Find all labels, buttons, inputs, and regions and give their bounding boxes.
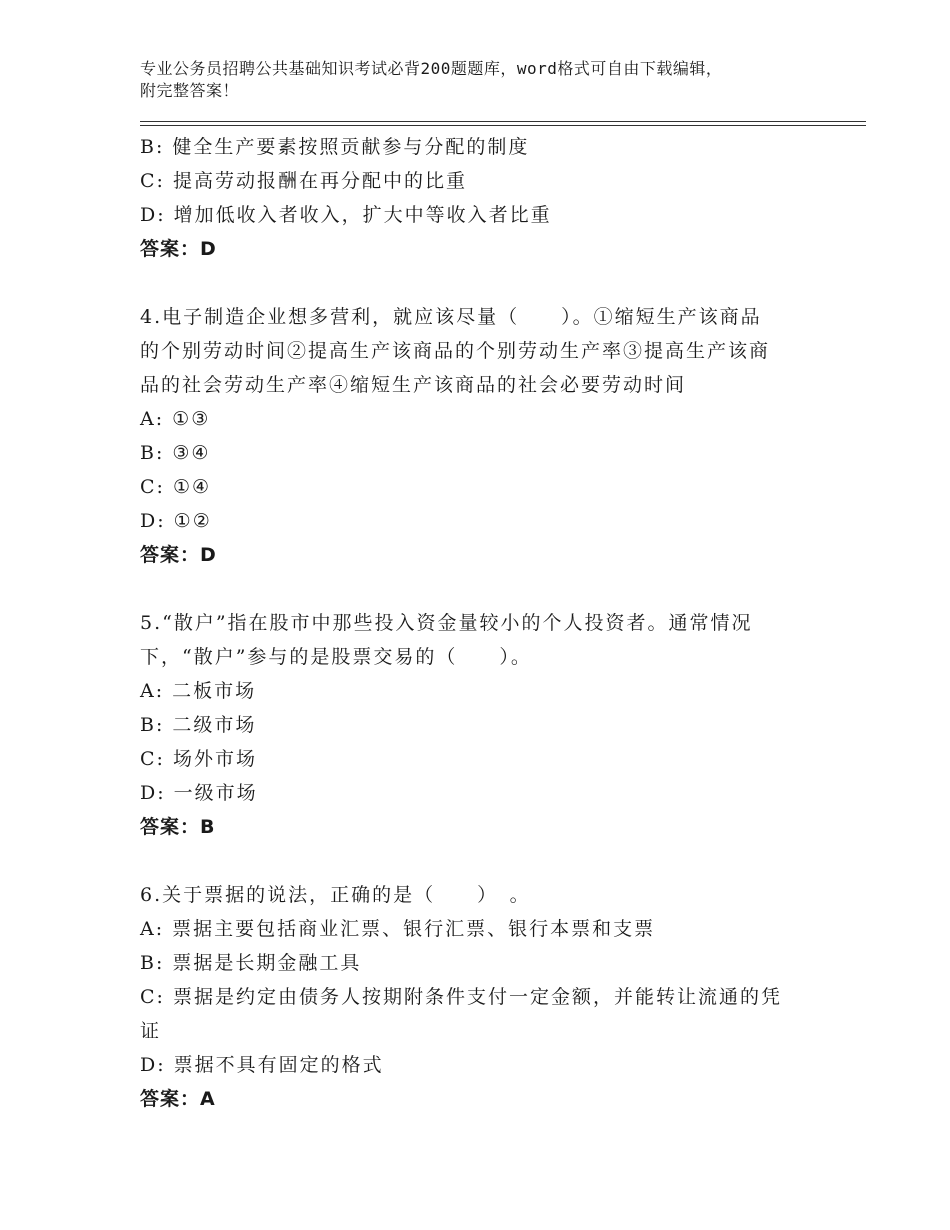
q4-stem-line-1: 4.电子制造企业想多营利，就应该尽量（ ）。①缩短生产该商品 <box>140 306 762 328</box>
question-5 <box>140 606 810 844</box>
q4-option-c: C: ①④ <box>140 476 212 498</box>
q6-option-c-line-2: 证 <box>140 1020 162 1042</box>
q3-answer: 答案：D <box>140 238 217 260</box>
question-6 <box>140 878 810 1116</box>
q3-option-c: C: 提高劳动报酬在再分配中的比重 <box>140 170 467 192</box>
q5-stem-line-2: 下，“散户”参与的是股票交易的（ ）。 <box>140 646 532 668</box>
q5-option-d: D: 一级市场 <box>140 782 258 804</box>
q4-stem-line-3: 品的社会劳动生产率④缩短生产该商品的社会必要劳动时间 <box>140 374 687 396</box>
q5-answer: 答案：B <box>140 816 216 838</box>
spacer <box>140 844 810 878</box>
question-4 <box>140 300 810 572</box>
q4-option-d: D: ①② <box>140 510 212 532</box>
header-line-1: 专业公务员招聘公共基础知识考试必背200题题库，word格式可自由下载编辑， <box>140 59 723 78</box>
question-content <box>140 130 810 1116</box>
q5-stem-line-1: 5.“散户”指在股市中那些投入资金量较小的个人投资者。通常情况 <box>140 612 753 634</box>
q5-option-a: A: 二板市场 <box>140 680 257 702</box>
q4-answer: 答案：D <box>140 544 217 566</box>
header-divider <box>140 121 866 126</box>
q4-option-b: B: ③④ <box>140 442 211 464</box>
q6-answer: 答案：A <box>140 1088 216 1110</box>
q6-option-a: A: 票据主要包括商业汇票、银行汇票、银行本票和支票 <box>140 918 656 940</box>
spacer <box>140 572 810 606</box>
q4-stem-line-2: 的个别劳动时间②提高生产该商品的个别劳动生产率③提高生产该商 <box>140 340 771 362</box>
spacer <box>140 266 810 300</box>
q5-option-c: C: 场外市场 <box>140 748 257 770</box>
q4-option-a: A: ①③ <box>140 408 211 430</box>
q5-option-b: B: 二级市场 <box>140 714 257 736</box>
q3-option-b: B: 健全生产要素按照贡献参与分配的制度 <box>140 136 530 158</box>
q6-option-d: D: 票据不具有固定的格式 <box>140 1054 384 1076</box>
q6-stem: 6.关于票据的说法，正确的是（ ） 。 <box>140 884 531 906</box>
page-header <box>140 58 820 102</box>
q6-option-b: B: 票据是长期金融工具 <box>140 952 362 974</box>
q3-option-d: D: 增加低收入者收入，扩大中等收入者比重 <box>140 204 552 226</box>
header-line-2: 附完整答案！ <box>140 81 240 100</box>
question-3 <box>140 130 810 266</box>
q6-option-c-line-1: C: 票据是约定由债务人按期附条件支付一定金额，并能转让流通的凭 <box>140 986 782 1008</box>
